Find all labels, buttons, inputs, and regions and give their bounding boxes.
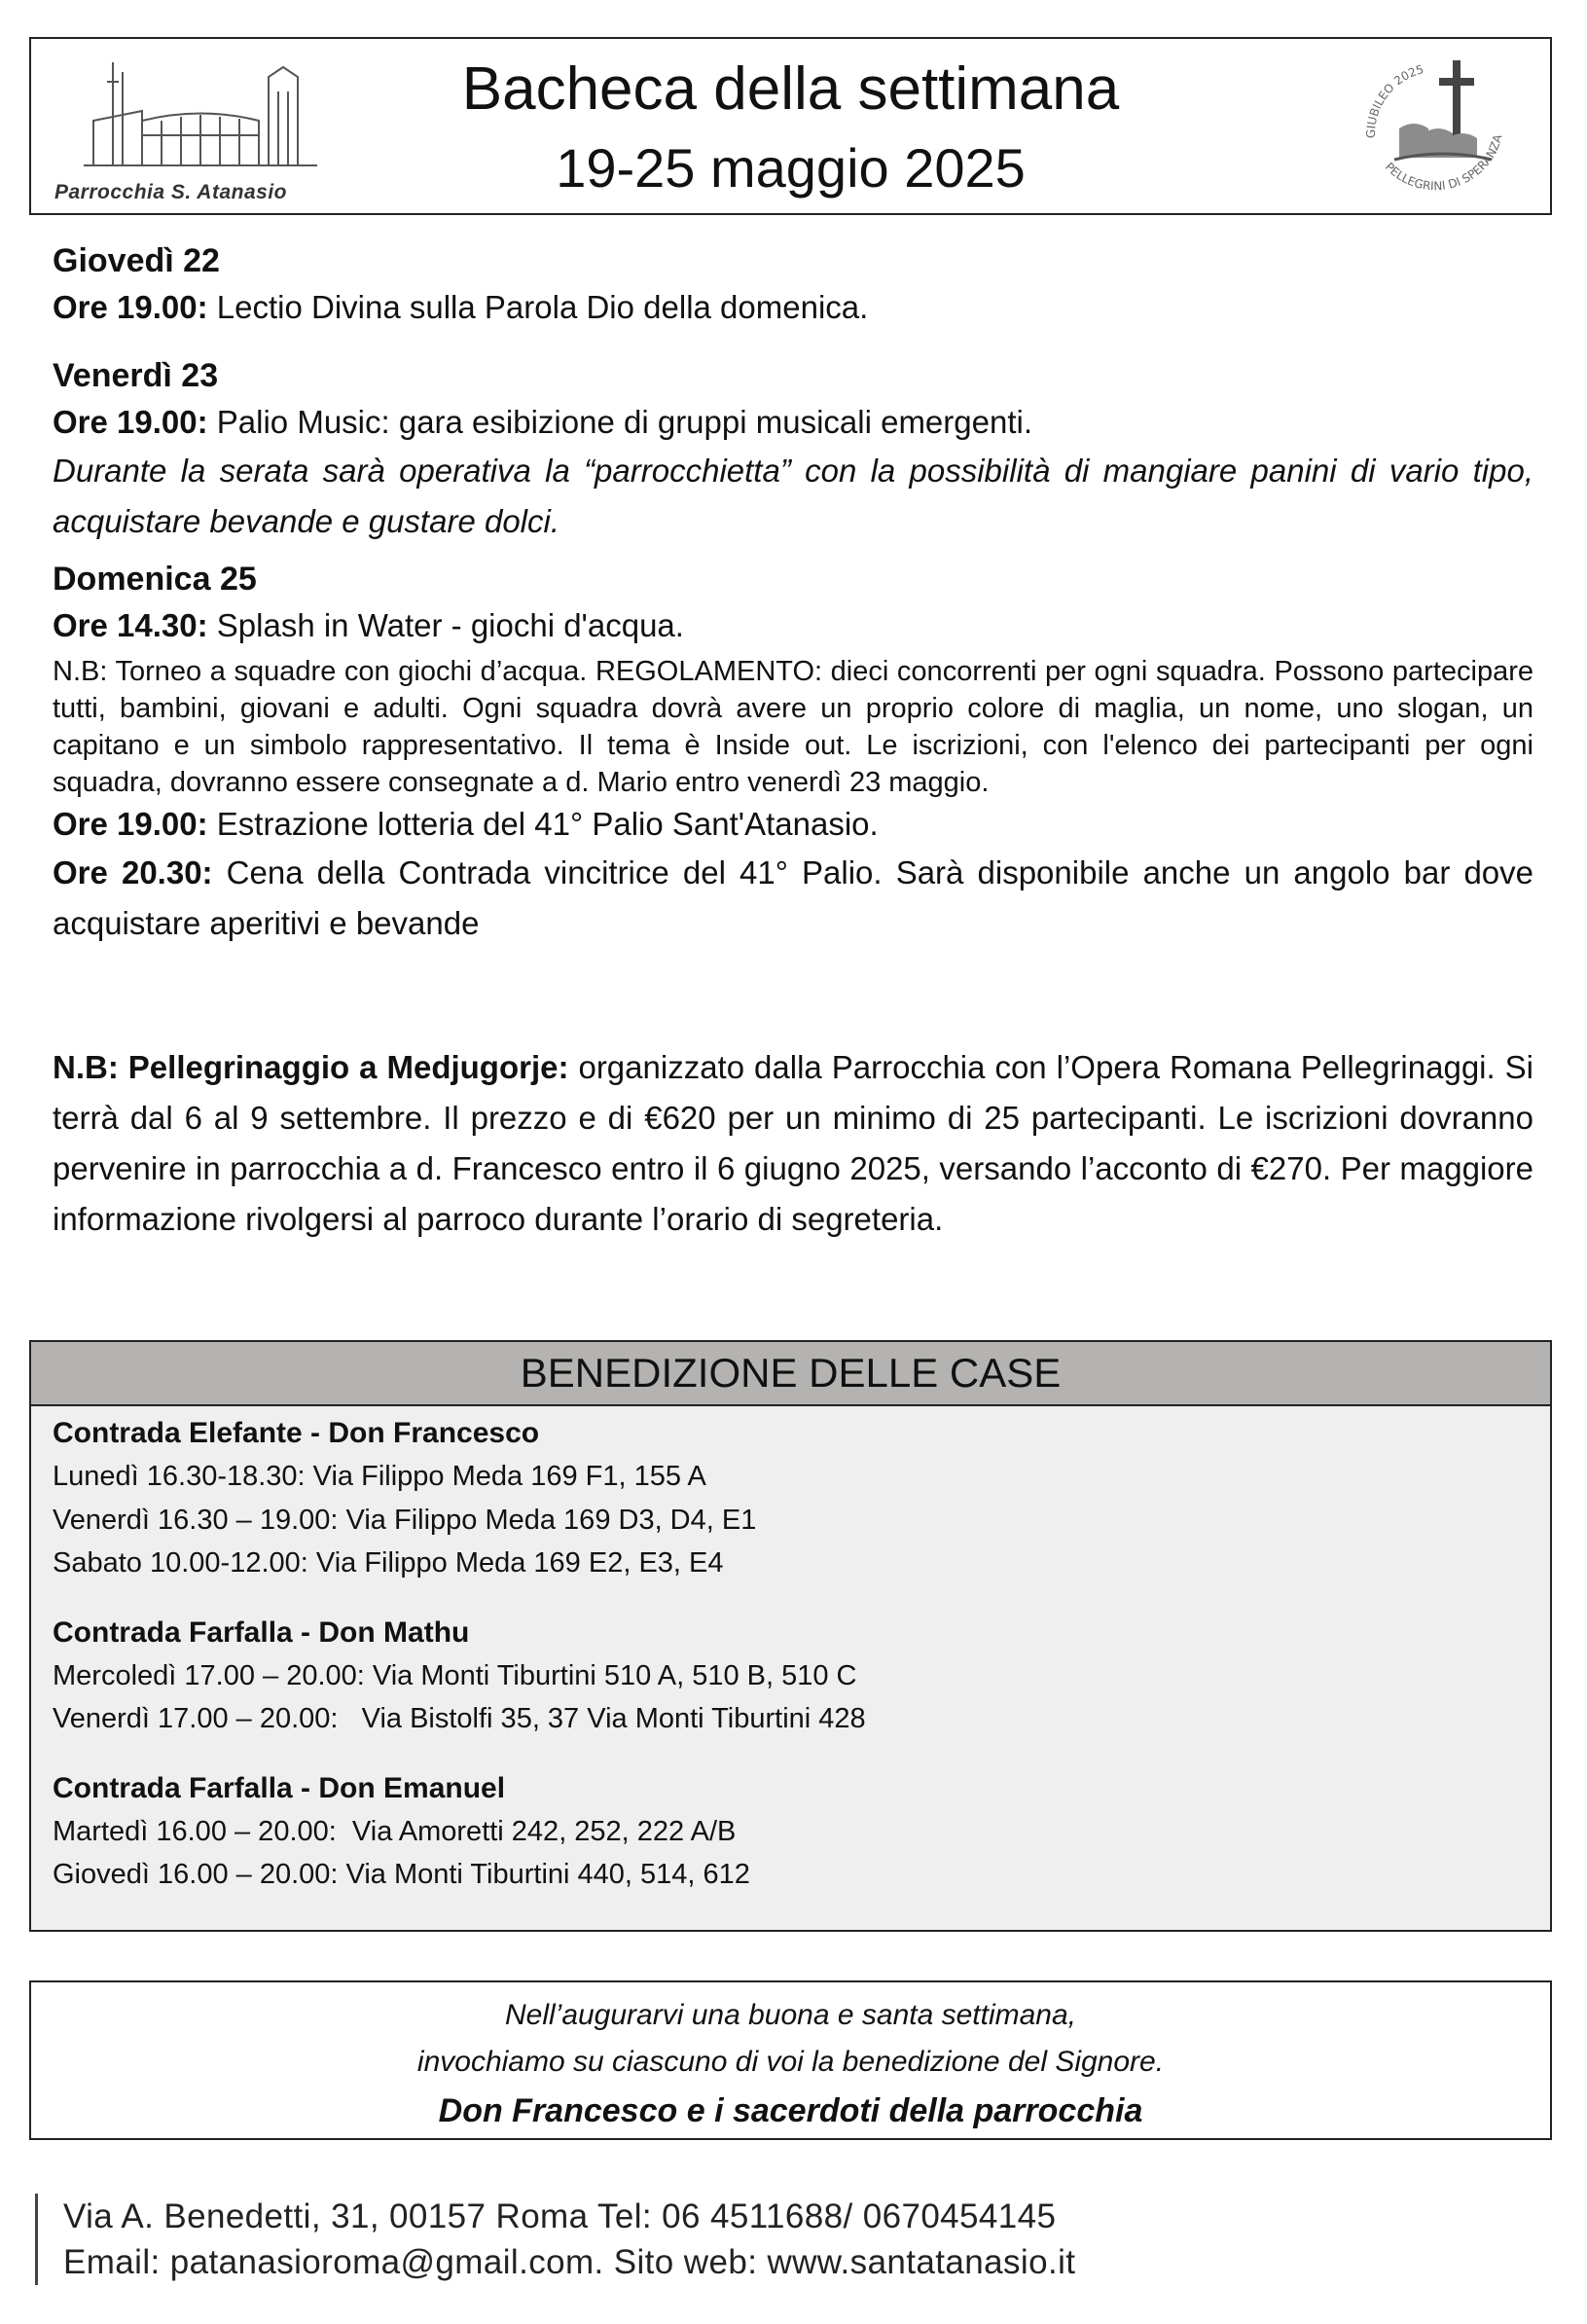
schedule-section [53,352,1533,547]
event-line [53,284,1533,331]
group-title: Contrada Elefante - Don Francesco [53,1417,540,1449]
day-heading-giovedi: Giovedì 22 [53,242,220,279]
closing-signature: Don Francesco e i sacerdoti della parrocchia [438,2092,1143,2129]
pilgrimage-label: N.B: Pellegrinaggio a Medjugorje: [53,1049,569,1085]
blessing-body [31,1406,1550,1897]
event-time: Ore 14.30: [53,607,208,643]
header-box [29,37,1552,215]
footer [35,2194,1075,2285]
blessing-group [53,1612,1529,1741]
closing-box [29,1980,1552,2140]
closing-line: Nell’augurarvi una buona e santa settimana, [504,1999,1077,2031]
pilgrimage-notice [53,1042,1533,1245]
jubilee-text-top: GIUBILEO 2025 [1363,62,1425,139]
event-text: Estrazione lotteria del 41° Palio Sant'Atanasio. [207,806,879,842]
footer-contact: Email: patanasioroma@gmail.com. Sito web: www.santatanasio.it [63,2243,1076,2281]
group-line: Lunedì 16.30-18.30: Via Filippo Meda 169 F1, 155 A [53,1461,706,1492]
blessing-group [53,1412,1529,1585]
event-text: Cena della Contrada vincitrice del 41° Palio. Sarà disponibile anche un angolo bar dove acquistare aperitivi e bevande [53,854,1533,941]
blessing-title: BENEDIZIONE DELLE CASE [31,1342,1550,1406]
group-line: Venerdì 17.00 – 20.00: Via Bistolfi 35, 37 Via Monti Tiburtini 428 [53,1703,866,1734]
event-time: Ore 19.00: [53,806,208,842]
event-text: Splash in Water - giochi d'acqua. [207,607,684,643]
event-time: Ore 19.00: [53,289,208,325]
group-title: Contrada Farfalla - Don Emanuel [53,1771,506,1804]
group-line: Giovedì 16.00 – 20.00: Via Monti Tiburtini 440, 514, 612 [53,1859,750,1890]
page-title: Bacheca della settimana [461,55,1120,123]
group-line: Venerdì 16.30 – 19.00: Via Filippo Meda 169 D3, D4, E1 [53,1504,757,1536]
group-title: Contrada Farfalla - Don Mathu [53,1616,470,1649]
event-line [53,848,1533,949]
jubilee-text-bottom: PELLEGRINI DI SPERANZA [1382,132,1505,194]
schedule-section [53,237,1533,331]
event-line [53,399,1533,446]
event-line [53,602,1533,649]
event-text: Palio Music: gara esibizione di gruppi musicali emergenti. [207,404,1033,440]
footer-address: Via A. Benedetti, 31, 00157 Roma Tel: 06 4511688/ 0670454145 [63,2197,1057,2235]
blessing-box [29,1340,1552,1932]
event-note: N.B: Torneo a squadre con giochi d’acqua. REGOLAMENTO: dieci concorrenti per ogni squadra. Possono partecipare tutti, bambini, giovani e adulti. Ogni squadra dovrà avere un proprio colore di maglia, un nome, uno slogan, un capitano e un simbolo rappresentativo. Il tema è Inside out. Le iscrizioni, con l'elenco dei partecipanti per ogni squadra, dovranno essere consegnate a d. Mario entro venerdì 23 maggio. [53,656,1533,798]
event-time: Ore 19.00: [53,404,208,440]
day-heading-venerdi: Venerdì 23 [53,357,219,394]
group-line: Sabato 10.00-12.00: Via Filippo Meda 169 E2, E3, E4 [53,1547,724,1579]
event-note: Durante la serata sarà operativa la “parrocchietta” con la possibilità di mangiare panini di vario tipo, acquistare bevande e gustare dolci. [53,453,1533,539]
parish-logo-text: Parrocchia S. Atanasio [54,181,287,203]
day-heading-domenica: Domenica 25 [53,561,257,598]
group-line: Martedì 16.00 – 20.00: Via Amoretti 242, 252, 222 A/B [53,1815,737,1847]
event-line [53,801,1533,848]
schedule-section [53,556,1533,949]
pilgrimage-text: organizzato dalla Parrocchia con l’Opera Romana Pellegrinaggi. Si terrà dal 6 al 9 settembre. Il prezzo e di €620 per un minimo di 25 partecipanti. Le iscrizioni dovranno pervenire in parrocchia a d. Francesco entro il 6 giugno 2025, versando l’acconto di €270. Per maggiore informazione rivolgersi al parroco durante l’orario di segreteria. [53,1049,1533,1237]
jubilee-cross-icon [1355,51,1521,206]
closing-line: invochiamo su ciascuno di voi la benedizione del Signore. [416,2046,1165,2078]
event-text: Lectio Divina sulla Parola Dio della domenica. [207,289,869,325]
blessing-group [53,1767,1529,1897]
event-time: Ore 20.30: [53,854,213,890]
jubilee-logo [1355,51,1521,206]
group-line: Mercoledì 17.00 – 20.00: Via Monti Tiburtini 510 A, 510 B, 510 C [53,1659,857,1691]
page-date: 19-25 maggio 2025 [556,137,1026,199]
